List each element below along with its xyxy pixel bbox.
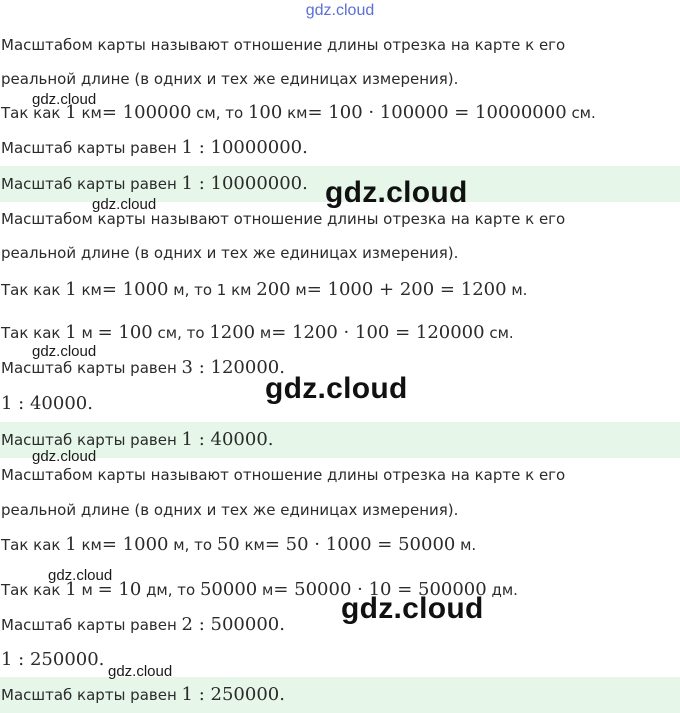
reduced-scale-line: 1 : 40000.	[1, 393, 93, 414]
watermark-small: gdz.cloud	[32, 343, 97, 360]
reduced-scale-line: 1 : 250000.	[1, 649, 105, 670]
watermark-small: gdz.cloud	[48, 567, 113, 584]
definition-line-1: Масштабом карты называют отношение длины отрезка на карте к его	[1, 210, 566, 228]
watermark-small: gdz.cloud	[108, 663, 173, 680]
calc-line-m-dm: Так как 1 м = 10 дм, то 50000 м= 50000 · 10 = 500000 дм.	[1, 579, 518, 600]
answer-line: Масштаб карты равен 1 : 250000.	[0, 677, 680, 713]
calc-line-km-m: Так как 1 км= 1000 м, то 1 км 200 м= 1000 + 200 = 1200 м.	[1, 279, 528, 300]
calc-line-km-cm: Так как 1 км= 100000 см, то 100 км= 100 · 100000 = 10000000 см.	[1, 102, 596, 123]
answer-line: Масштаб карты равен 1 : 40000.	[0, 422, 680, 458]
definition-line-2: реальной длине (в одних и тех же единицах измерения).	[1, 501, 459, 519]
calc-line-m-cm: Так как 1 м = 100 см, то 1200 м= 1200 · 100 = 120000 см.	[1, 322, 514, 343]
watermark-large: gdz.cloud	[265, 372, 408, 405]
scale-line: Масштаб карты равен 1 : 10000000.	[1, 137, 308, 158]
watermark-small: gdz.cloud	[32, 448, 97, 465]
calc-line-km-m: Так как 1 км= 1000 м, то 50 км= 50 · 1000 = 50000 м.	[1, 534, 477, 555]
watermark-large: gdz.cloud	[341, 592, 484, 625]
watermark-large: gdz.cloud	[325, 176, 468, 209]
scale-line: Масштаб карты равен 3 : 120000.	[1, 357, 285, 378]
scale-line: Масштаб карты равен 2 : 500000.	[1, 614, 285, 635]
definition-line-2: реальной длине (в одних и тех же единицах измерения).	[1, 70, 459, 88]
watermark-small: gdz.cloud	[92, 196, 157, 213]
definition-line-1: Масштабом карты называют отношение длины отрезка на карте к его	[1, 36, 566, 54]
watermark-small: gdz.cloud	[32, 91, 97, 108]
watermark-top: gdz.cloud	[305, 2, 375, 19]
answer-line: Масштаб карты равен 1 : 10000000.	[0, 166, 680, 202]
definition-line-2: реальной длине (в одних и тех же единицах измерения).	[1, 244, 459, 262]
definition-line-1: Масштабом карты называют отношение длины отрезка на карте к его	[1, 466, 566, 484]
